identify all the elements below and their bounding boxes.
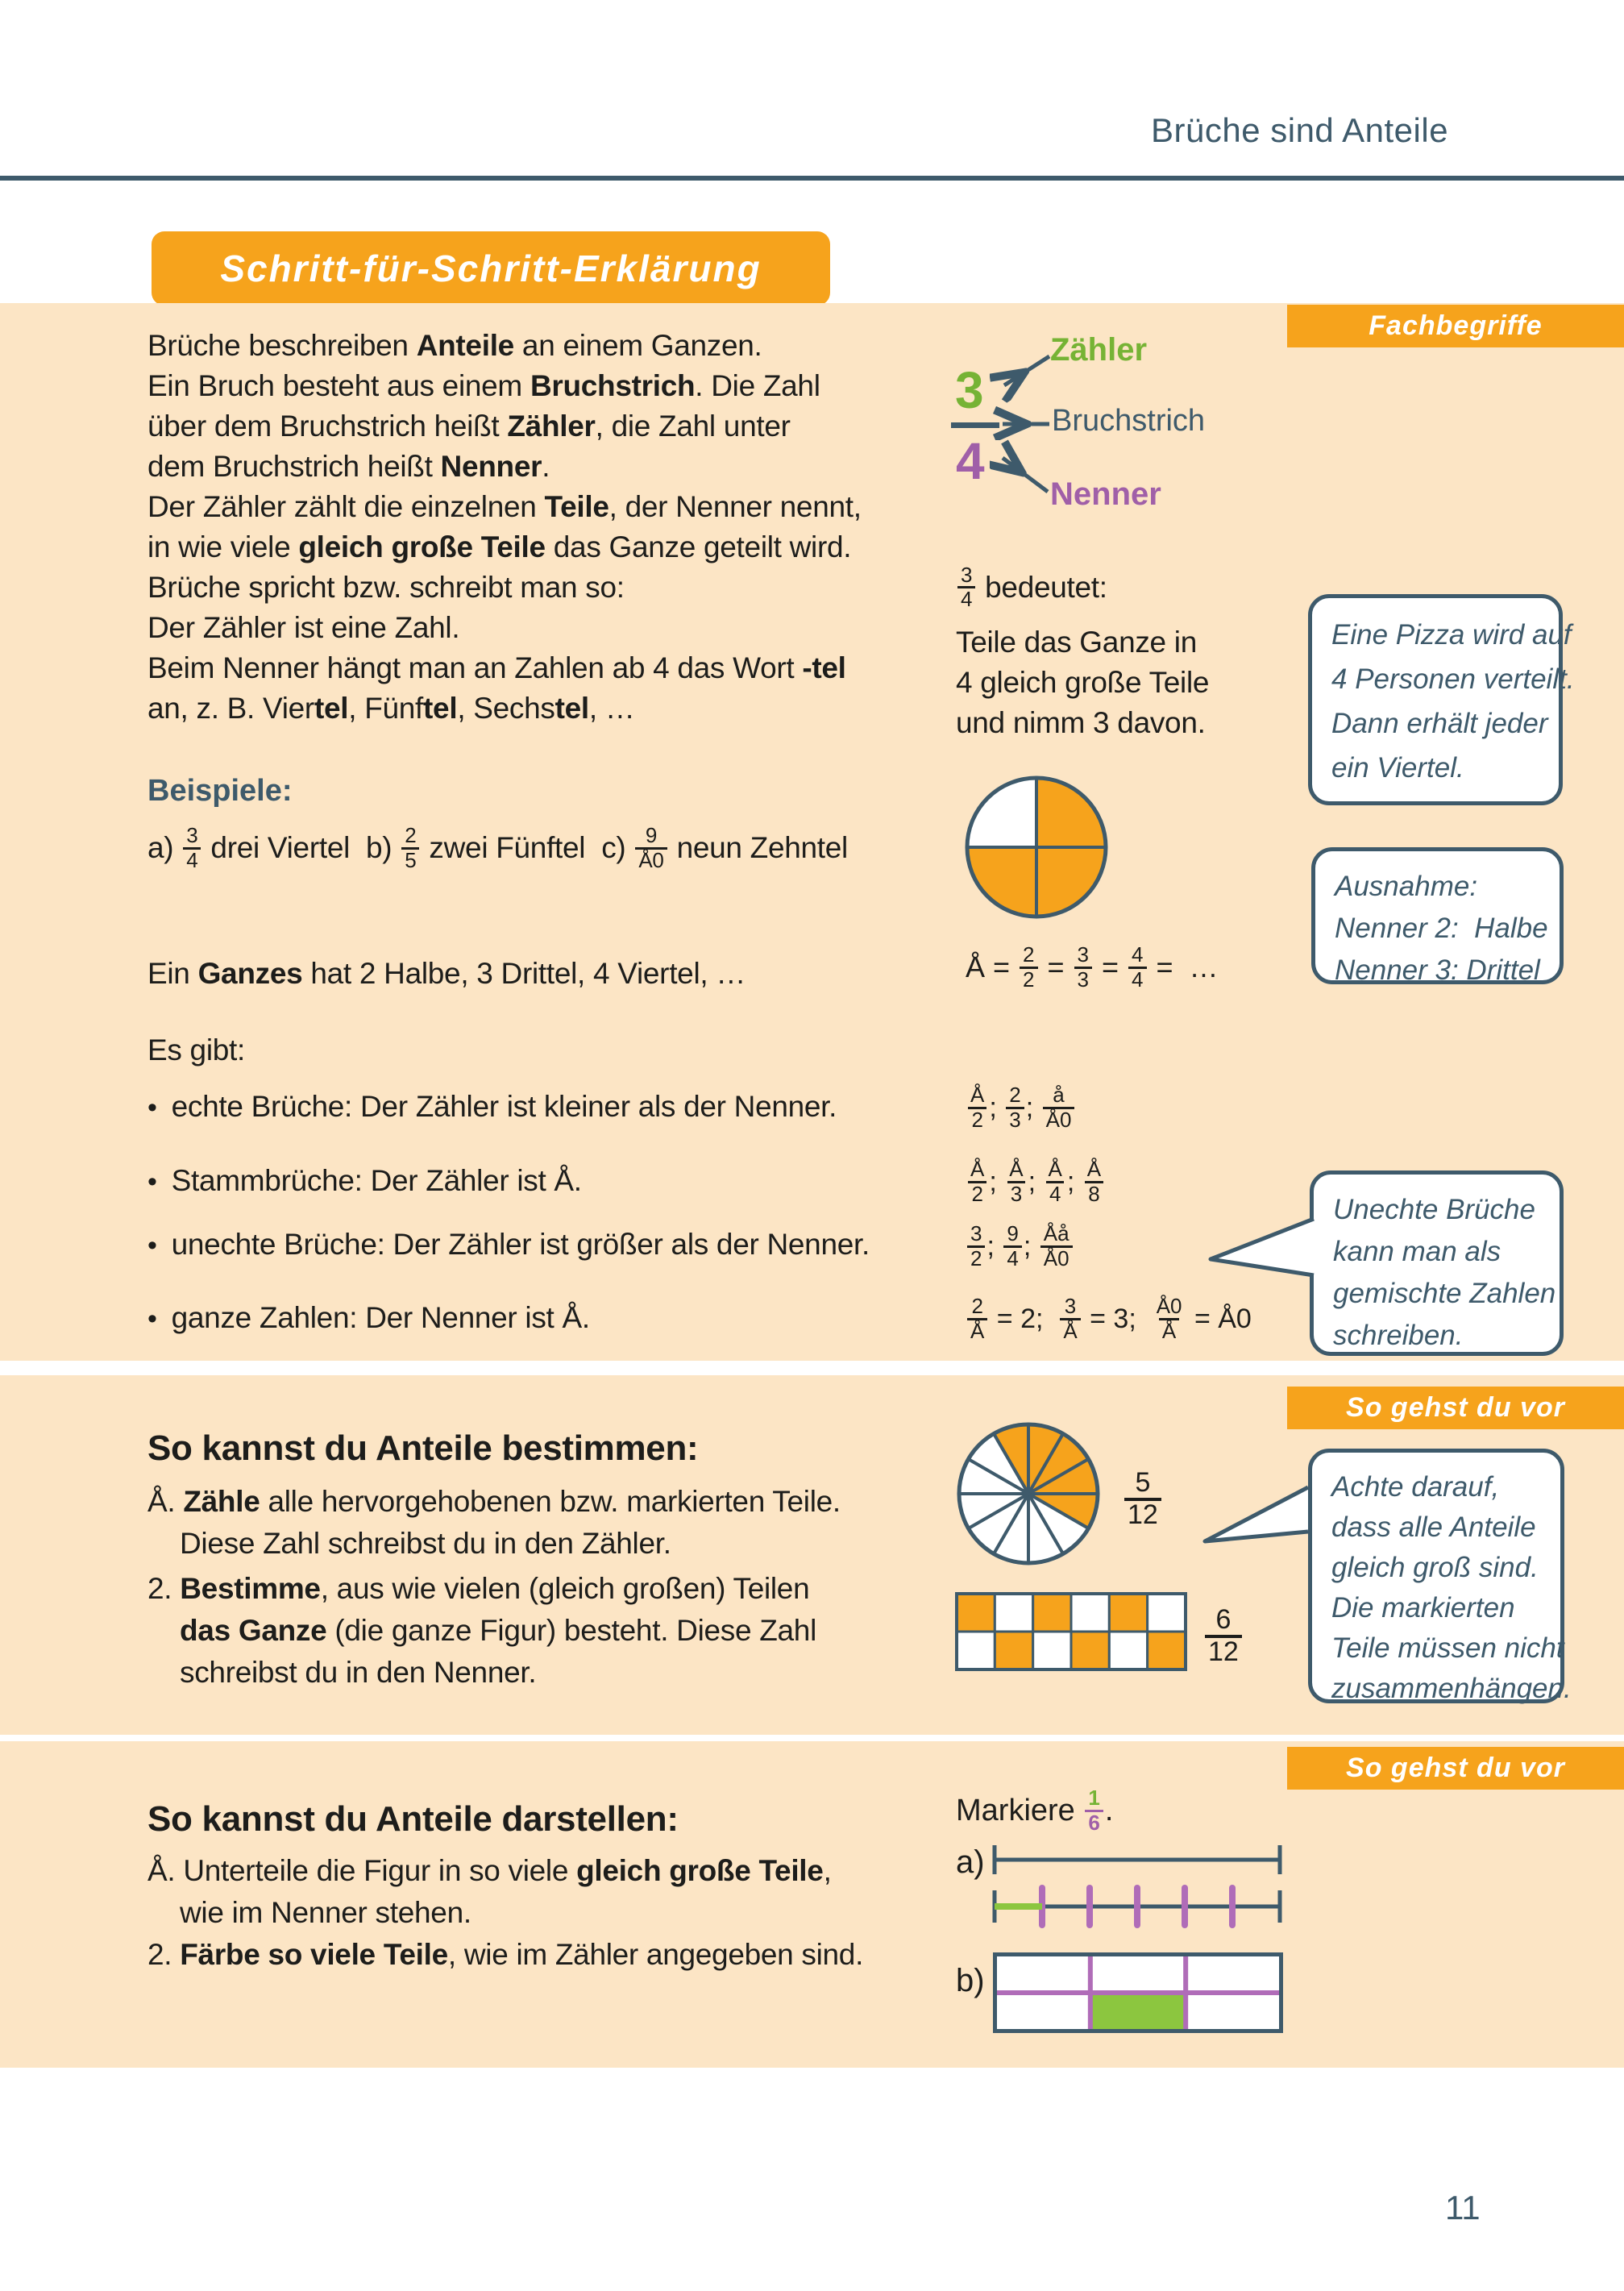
- bullet-stamm: [147, 1161, 582, 1202]
- speech-bubble-unechte-tail: [1205, 1213, 1318, 1286]
- tag-fachbegriffe-label: Fachbegriffe: [1369, 310, 1543, 341]
- fraction-numerator: 3: [955, 361, 984, 419]
- fraction-denominator: 4: [956, 432, 985, 490]
- heading-bestimmen: So kannst du Anteile bestimmen:: [147, 1428, 699, 1468]
- pie-chart-quarters: [963, 774, 1110, 921]
- pie-chart-twelfths: [955, 1420, 1102, 1567]
- examples-line: a) $\frac{3}{4}$ drei Viertel b) $\frac{2}{5}$ zwei Fünftel c) $\frac{9}{Å0}$ neun Zehntel: [147, 823, 848, 872]
- fractions-stamm: $\frac{Å}{2}$ ; $\frac{Å}{3}$ ; $\frac{Å}{4}$ ; $\frac{Å}{8}$: [966, 1153, 1106, 1211]
- item-a-label: a): [956, 1844, 985, 1880]
- grid-label-denominator: 12: [1205, 1635, 1242, 1667]
- speech-bubble-ausnahme: Ausnahme: Nenner 2: Halbe Nenner 3: Drittel: [1311, 847, 1564, 984]
- fractions-unechte: $\frac{3}{2}$ ; $\frac{9}{4}$ ; $\frac{Åå}{Å0}$: [966, 1217, 1074, 1275]
- page-title: Brüche sind Anteile: [1151, 111, 1449, 149]
- bestimmen-step1b: Diese Zahl schreibst du in den Zähler.: [180, 1527, 671, 1560]
- label-bruchstrich: Bruchstrich: [1052, 404, 1206, 438]
- bestimmen-step1: Å. Zähle alle hervorgehobenen bzw. markierten Teile.: [147, 1485, 841, 1518]
- bullet-echte-text: echte Brüche: Der Zähler ist kleiner als der Nenner.: [171, 1090, 837, 1123]
- fractions-ganze: $\frac{2}{Å}$ = 2; $\frac{3}{Å}$ = 3; $\frac{Å0}{Å}$ = Å0: [966, 1290, 1252, 1348]
- bullet-icon: •: [147, 1092, 157, 1123]
- tag-so-gehst-du-vor-2: [1287, 1747, 1624, 1790]
- bullet-icon: •: [147, 1304, 157, 1334]
- equation-one-whole: Å = $\frac{2}{2}$ = $\frac{3}{3}$ = $\frac{4}{4}$ = …: [966, 942, 1219, 992]
- checker-grid: [955, 1592, 1187, 1673]
- pie-fraction-label: [1124, 1469, 1161, 1529]
- markiere-task: Markiere $\frac{1}{6}$ .: [956, 1786, 1114, 1835]
- es-gibt-heading: Es gibt:: [147, 1033, 245, 1066]
- speech-bubble-achte: Achte darauf, dass alle Anteile gleich groß sind. Die markierten Teile müssen nicht zusammenhängen.: [1308, 1449, 1564, 1703]
- ganzes-text: Ein Ganzes hat 2 Halbe, 3 Drittel, 4 Viertel, …: [147, 957, 746, 990]
- bullet-ganze-text: ganze Zahlen: Der Nenner ist Å.: [171, 1301, 590, 1334]
- bullet-echte: [147, 1087, 837, 1128]
- tag-so-gehst-du-vor-1: [1287, 1387, 1624, 1429]
- bullet-stamm-text: Stammbrüche: Der Zähler ist Å.: [171, 1164, 582, 1197]
- step-by-step-badge: [152, 231, 830, 306]
- header-rule: [0, 176, 1624, 181]
- grid-fraction-label: [1205, 1606, 1242, 1666]
- ganzes-line: [147, 954, 746, 994]
- darstellen-step1: Å. Unterteile die Figur in so viele gleich große Teile ,: [147, 1854, 832, 1887]
- speech-bubble-achte-tail: [1199, 1482, 1312, 1546]
- number-lines: [991, 1838, 1285, 1928]
- darstellen-step2: 2. Färbe so viele Teile , wie im Zähler angegeben sind.: [147, 1938, 864, 1971]
- tag-so-gehst-du-vor-2-label: So gehst du vor: [1346, 1753, 1565, 1783]
- intro-paragraph: Brüche beschreiben Anteile an einem Ganzen. Ein Bruch besteht aus einem Bruchstrich. Die Zahl über dem Bruchstrich heißt Zähler, die Zahl unter dem Bruchstrich heißt Nenner. Der Zähler zählt die einzelnen Teile, der Nenner nennt, in wie viele gleich große Teile das Ganze geteilt wird. Brüche spricht bzw. schreibt man so: Der Zähler ist eine Zahl. Beim Nenner hängt man an Zahlen ab 4 das Wort -tel an, z. B. Viertel, Fünftel, Sechstel, …: [147, 329, 862, 725]
- heading-darstellen: So kannst du Anteile darstellen:: [147, 1799, 679, 1839]
- darstellen-step1b: wie im Nenner stehen.: [180, 1896, 471, 1929]
- tag-fachbegriffe: [1287, 305, 1624, 347]
- bestimmen-step2b: das Ganze (die ganze Figur) besteht. Diese Zahl: [180, 1614, 817, 1647]
- step-by-step-badge-label: Schritt-für-Schritt-Erklärung: [220, 247, 762, 289]
- page-number: 11: [1445, 2189, 1481, 2227]
- tag-so-gehst-du-vor-1-label: So gehst du vor: [1346, 1392, 1565, 1423]
- label-zaehler: Zähler: [1050, 332, 1148, 368]
- label-nenner: Nenner: [1050, 476, 1161, 512]
- speech-bubble-unechte: Unechte Brüche kann man als gemischte Zahlen schreiben.: [1310, 1170, 1564, 1356]
- bullet-unechte: [147, 1224, 870, 1266]
- fractions-echte: $\frac{Å}{2}$ ; $\frac{2}{3}$ ; $\frac{å}{Å0}$: [966, 1079, 1076, 1137]
- bedeutet-text: Teile das Ganze in 4 gleich große Teile und nimm 3 davon.: [956, 626, 1210, 739]
- bullet-icon: •: [147, 1230, 157, 1261]
- rect-thirds: [993, 1952, 1283, 2033]
- bestimmen-step2: 2. Bestimme , aus wie vielen (gleich großen) Teilen: [147, 1572, 810, 1605]
- bullet-icon: •: [147, 1166, 157, 1197]
- speech-bubble-pizza: Eine Pizza wird auf 4 Personen verteilt. Dann erhält jeder ein Viertel.: [1308, 594, 1563, 805]
- grid-label-numerator: 6: [1215, 1604, 1231, 1635]
- bestimmen-step2c: schreibst du in den Nenner.: [180, 1656, 537, 1689]
- pie-label-numerator: 5: [1135, 1467, 1151, 1498]
- bullet-unechte-text: unechte Brüche: Der Zähler ist größer als der Nenner.: [171, 1228, 870, 1261]
- item-b-label: b): [956, 1963, 985, 1998]
- bullet-ganze: [147, 1298, 590, 1339]
- bedeutet-line: $\frac{3}{4}$ bedeutet:: [956, 564, 1107, 611]
- beispiele-heading: Beispiele:: [147, 774, 293, 808]
- pie-label-denominator: 12: [1124, 1498, 1161, 1530]
